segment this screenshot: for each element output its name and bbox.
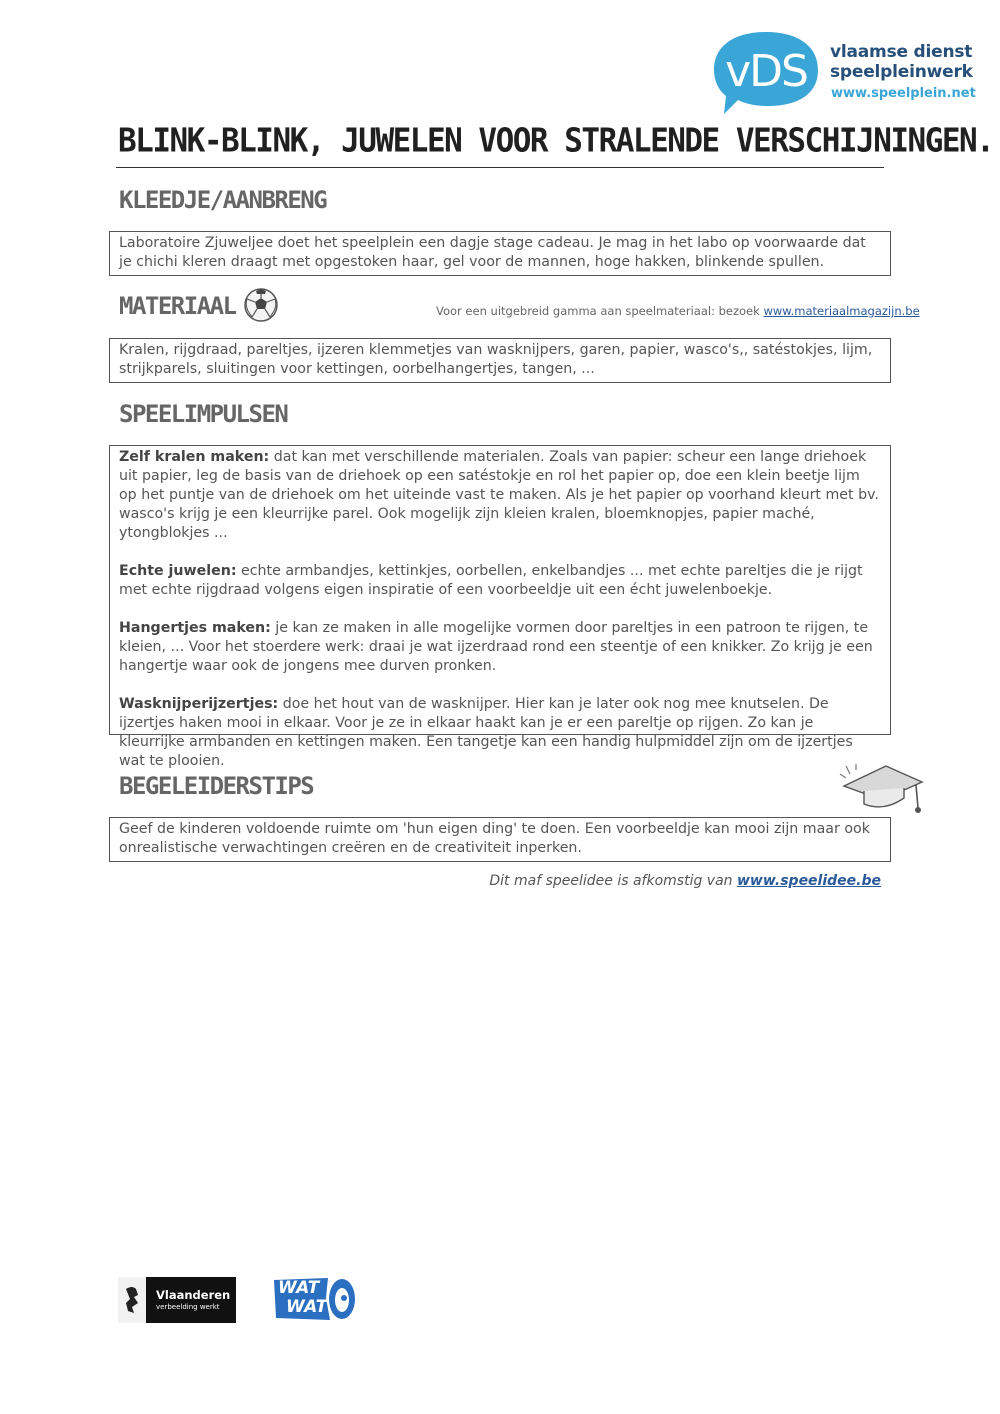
materiaal-box — [109, 338, 891, 383]
source-text: Dit maf speelidee is afkomstig van — [489, 873, 737, 889]
speech-bubble-icon — [710, 28, 822, 118]
impuls-item — [119, 695, 881, 771]
soccer-ball-icon — [243, 287, 279, 323]
impuls-item — [119, 562, 881, 600]
impuls-label: Hangertjes maken: — [119, 620, 271, 636]
impuls-label: Zelf kralen maken: — [119, 449, 270, 465]
heading-begeleiderstips: BEGELEIDERSTIPS — [119, 772, 314, 800]
vlaanderen-name: Vlaanderen — [156, 1288, 231, 1302]
impuls-item — [119, 619, 881, 676]
heading-kleedje: KLEEDJE/AANBRENG — [119, 186, 327, 214]
watwat-line-2: WAT — [286, 1297, 328, 1317]
heading-materiaal: MATERIAAL — [119, 292, 236, 320]
materiaal-text: Kralen, rijgdraad, pareltjes, ijzeren klemmetjes van wasknijpers, garen, papier, wasco's,, satéstokjes, lijm, strijkparels, sluitingen voor kettingen, oorbelhangertjes, tangen, ... — [119, 342, 873, 377]
impuls-text: doe het hout van de wasknijper. Hier kan je later ook nog mee knutselen. De ijzertjes haken mooi in elkaar. Voor je ze in elkaar haakt kan je er een pareltje op rijgen. Zo kan je kleurrijke armbanden en kettingen maken. Een tangetje kan een handig hulpmiddel zijn om de ijzertjes wat te plooien. — [119, 696, 853, 769]
begeleiderstips-text: Geef de kinderen voldoende ruimte om 'hun eigen ding' te doen. Een voorbeeldje kan mooi zijn maar ook onrealistische verwachtingen creëren en de creativiteit inperken. — [119, 821, 870, 856]
source-note — [489, 873, 881, 889]
materiaalmagazijn-link[interactable]: www.materiaalmagazijn.be — [763, 304, 920, 318]
impuls-label: Echte juwelen: — [119, 563, 237, 579]
graduation-cap-icon — [838, 760, 924, 820]
title-divider — [116, 167, 884, 168]
speelimpulsen-box — [109, 445, 891, 769]
document-title: BLINK-BLINK, JUWELEN VOOR STRALENDE VERSCHIJNINGEN. — [118, 122, 994, 160]
logo-line-1: vlaamse dienst — [830, 42, 973, 62]
materiaal-note — [436, 304, 920, 318]
vlaanderen-logo — [118, 1277, 236, 1323]
vds-logo — [710, 28, 976, 118]
vlaanderen-tagline: verbeelding werkt — [156, 1303, 220, 1311]
logo-mark: vDS — [725, 46, 807, 97]
heading-speelimpulsen: SPEELIMPULSEN — [119, 400, 288, 428]
speelidee-link[interactable]: www.speelidee.be — [736, 873, 881, 889]
materiaal-note-text: Voor een uitgebreid gamma aan speelmateriaal: bezoek — [436, 304, 764, 318]
impuls-text: echte armbandjes, kettinkjes, oorbellen, enkelbandjes ... met echte pareltjes die je rijgt met echte rijgdraad volgens eigen inspiratie of een voorbeeldje uit een écht juwelenboekje. — [119, 563, 863, 598]
logo-url[interactable]: www.speelplein.net — [831, 86, 976, 101]
logo-line-2: speelpleinwerk — [830, 62, 973, 82]
impuls-item — [119, 448, 881, 543]
watwat-logo — [272, 1276, 356, 1322]
impuls-text: je kan ze maken in alle mogelijke vormen door pareltjes in een patroon te rijgen, te kleien, ... Voor het stoerdere werk: draai je wat ijzerdraad rond een steentje of een knikker. Zo krijg je een hangertje waar ook de jongens mee durven pronken. — [119, 620, 873, 674]
kleedje-text: Laboratoire Zjuweljee doet het speelplein een dagje stage cadeau. Je mag in het labo op voorwaarde dat je chichi kleren draagt met opgestoken haar, gel voor de mannen, hoge hakken, blinkende spullen. — [119, 235, 866, 270]
begeleiderstips-box — [109, 817, 891, 862]
impuls-label: Wasknijperijzertjes: — [119, 696, 279, 712]
lion-icon — [118, 1277, 146, 1323]
watwat-line-1: WAT — [278, 1278, 320, 1298]
impuls-text: dat kan met verschillende materialen. Zoals van papier: scheur een lange driehoek uit papier, leg de basis van de driehoek op een satéstokje en rol het papier op, doe een klein beetje lijm op het puntje van de driehoek om het uiteinde vast te maken. Als je het papier op voorhand kleurt met bv. wasco's krijg je een kleurrijke parel. Ook mogelijk zijn kleien kralen, bloemknopjes, papier maché, ytongblokjes ... — [119, 449, 879, 541]
kleedje-box — [109, 231, 891, 276]
